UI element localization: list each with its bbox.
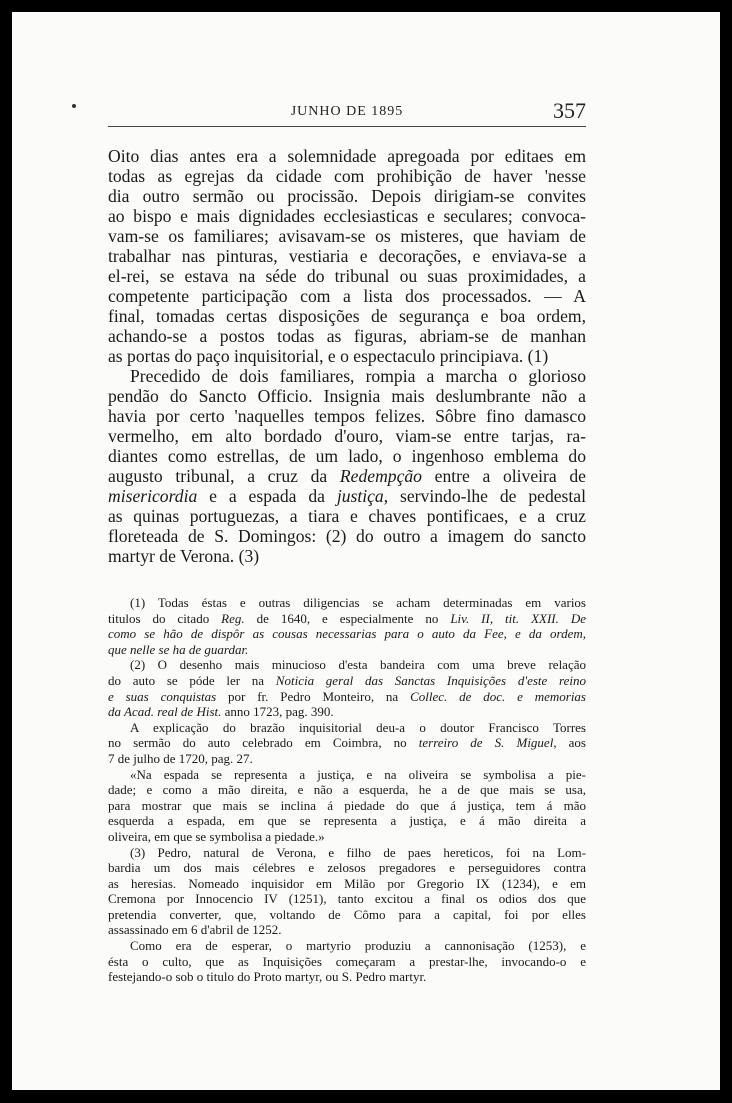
italic-term: e suas conquistas <box>108 688 217 704</box>
note-line: para mostrar que mais se inclina á piedade do que á justiça, tem á mão <box>108 797 586 813</box>
note-line: ésta o culto, que as Inquisições começaram a prestar-lhe, invocando-o e <box>108 953 586 969</box>
text-line: vam-se os familiares; avisavam-se os misteres, que haviam de <box>108 226 586 246</box>
note-line <box>108 626 586 642</box>
note-line: Cremona por Innocencio IV (1251), tanto excitou a final os odios dos que <box>108 891 586 907</box>
note-line: 7 de julho de 1720, pag. 27. <box>108 750 253 766</box>
note-line <box>108 689 586 705</box>
text-run: , servindo-lhe de pedestal <box>383 486 586 506</box>
text-line: martyr de Verona. (3) <box>108 546 260 566</box>
margin-mark <box>72 104 76 108</box>
text-line: as portas do paço inquisitorial, e o espectaculo principiava. (1) <box>108 346 549 366</box>
text-line: floreteada de S. Domingos: (2) do outro a imagem do sancto <box>108 526 586 546</box>
text-line: el-rei, se estava na séde do tribunal ou suas proximidades, a <box>108 266 586 286</box>
note-line: Como era de esperar, o martyrio produziu a cannonisação (1253), e <box>130 938 586 954</box>
paragraph-1 <box>108 146 586 366</box>
note-line: assassinado em 6 d'abril de 1252. <box>108 922 282 938</box>
italic-term: Noticia geral das Sanctas Inquisições d'este reino <box>275 672 586 688</box>
text-line: pendão do Sancto Officio. Insignia mais deslumbrante não a <box>108 386 586 406</box>
text-line <box>108 466 586 486</box>
main-text <box>108 146 586 566</box>
text-line: dia outro sermão ou procissão. Depois dirigiam-se convites <box>108 186 586 206</box>
text-line: diantes como estrellas, de um lado, o ingenhoso emblema do <box>108 446 586 466</box>
note-line: «Na espada se representa a justiça, e na oliveira se symbolisa a pie- <box>130 766 586 782</box>
note-line <box>108 642 586 658</box>
note-line: (1) Todas éstas e outras diligencias se acham determinadas em varios <box>130 595 586 610</box>
text-run: aos <box>556 735 586 751</box>
note-line: oliveira, em que se symbolisa a piedade.» <box>108 828 325 844</box>
text-line: final, tomadas certas disposições de segurança e boa ordem, <box>108 306 586 326</box>
note-line <box>108 704 586 720</box>
text-line: Precedido de dois familiares, rompia a marcha o glorioso <box>130 366 586 386</box>
text-line: Oito dias antes era a solemnidade apregoada por editaes em <box>108 146 586 166</box>
paragraph-2 <box>108 366 586 566</box>
text-run: entre a oliveira de <box>421 466 586 486</box>
note-line <box>108 735 586 751</box>
text-line <box>108 486 586 506</box>
header-rule <box>108 126 586 127</box>
running-head: JUNHO DE 1895 <box>290 104 404 119</box>
italic-term: que nelle se ha de guardar. <box>108 641 249 657</box>
text-run: por fr. Pedro Monteiro, na <box>216 688 411 704</box>
note-line: (2) O desenho mais minucioso d'esta bandeira com uma breve relação <box>130 657 586 673</box>
text-line: ao bispo e mais dignidades ecclesiasticas e seculares; convoca- <box>108 206 586 226</box>
book-page <box>12 12 720 1090</box>
text-run: no sermão do auto celebrado em Coimbra, no <box>108 735 419 751</box>
text-line: as quinas portuguezas, a tiara e chaves pontificaes, e a cruz <box>108 506 586 526</box>
italic-term: Liv. II, tit. XXII. De <box>450 610 586 626</box>
italic-term: da Acad. real de Hist. <box>108 704 222 720</box>
note-line: A explicação do brazão inquisitorial deu-a o doutor Francisco Torres <box>130 719 586 735</box>
text-run: anno 1723, pag. 390. <box>221 704 334 720</box>
text-line: achando-se a postos todas as figuras, abriam-se de manhan <box>108 326 586 346</box>
note-line: festejando-o sob o titulo do Proto martyr, ou S. Pedro martyr. <box>108 969 427 985</box>
italic-term: como se hão de dispôr as cousas necessarias para o auto da Fee, e da ordem, <box>108 626 586 642</box>
text-run: de 1640, e especialmente no <box>244 610 451 626</box>
text-line: havia por certo 'naquelles tempos felizes. Sôbre fino damasco <box>108 406 586 426</box>
note-line: as heresias. Nomeado inquisidor em Milão por Gregorio IX (1234), e em <box>108 875 586 891</box>
note-line <box>108 673 586 689</box>
text-run: do auto se póde ler na <box>108 672 276 688</box>
text-run: titulos do citado <box>108 610 222 626</box>
italic-term: Reg. <box>221 610 245 626</box>
text-line: trabalhar nas pinturas, vestiaria e decorações, e enviava-se a <box>108 246 586 266</box>
note-line: pretendia converter, que, voltando de Cômo para a capital, foi por elles <box>108 906 586 922</box>
italic-term: Collec. de doc. e memorias <box>410 688 586 704</box>
note-line <box>108 611 586 627</box>
note-line: esquerda a espada, em que se representa a justiça, e á mão direita a <box>108 813 586 829</box>
text-run: e a espada da <box>197 486 337 506</box>
note-line: bardia um dos mais célebres e zelosos pregadores e perseguidores contra <box>108 860 586 876</box>
note-line: dade; e como a mão direita, e não a esquerda, he a de que mais se usa, <box>108 782 586 798</box>
note-line: (3) Pedro, natural de Verona, e filho de paes hereticos, foi na Lom- <box>130 844 586 860</box>
text-line: vermelho, em alto bordado d'ouro, viam-se entre tarjas, ra- <box>108 426 586 446</box>
footnote-1 <box>108 595 586 657</box>
footnote-3 <box>108 845 586 985</box>
italic-term: justiça <box>336 486 384 506</box>
page-header <box>108 96 586 126</box>
italic-term: terreiro de S. Miguel, <box>418 735 557 751</box>
text-line: todas as egrejas da cidade com prohibição de haver 'nesse <box>108 166 586 186</box>
italic-term: misericordia <box>108 486 198 506</box>
italic-term: Redempção <box>339 466 422 486</box>
page-number: 357 <box>553 98 586 123</box>
text-run: augusto tribunal, a cruz da <box>108 466 340 486</box>
footnote-2 <box>108 657 586 844</box>
text-line: competente participação com a lista dos processados. — A <box>108 286 586 306</box>
footnotes <box>108 595 586 985</box>
